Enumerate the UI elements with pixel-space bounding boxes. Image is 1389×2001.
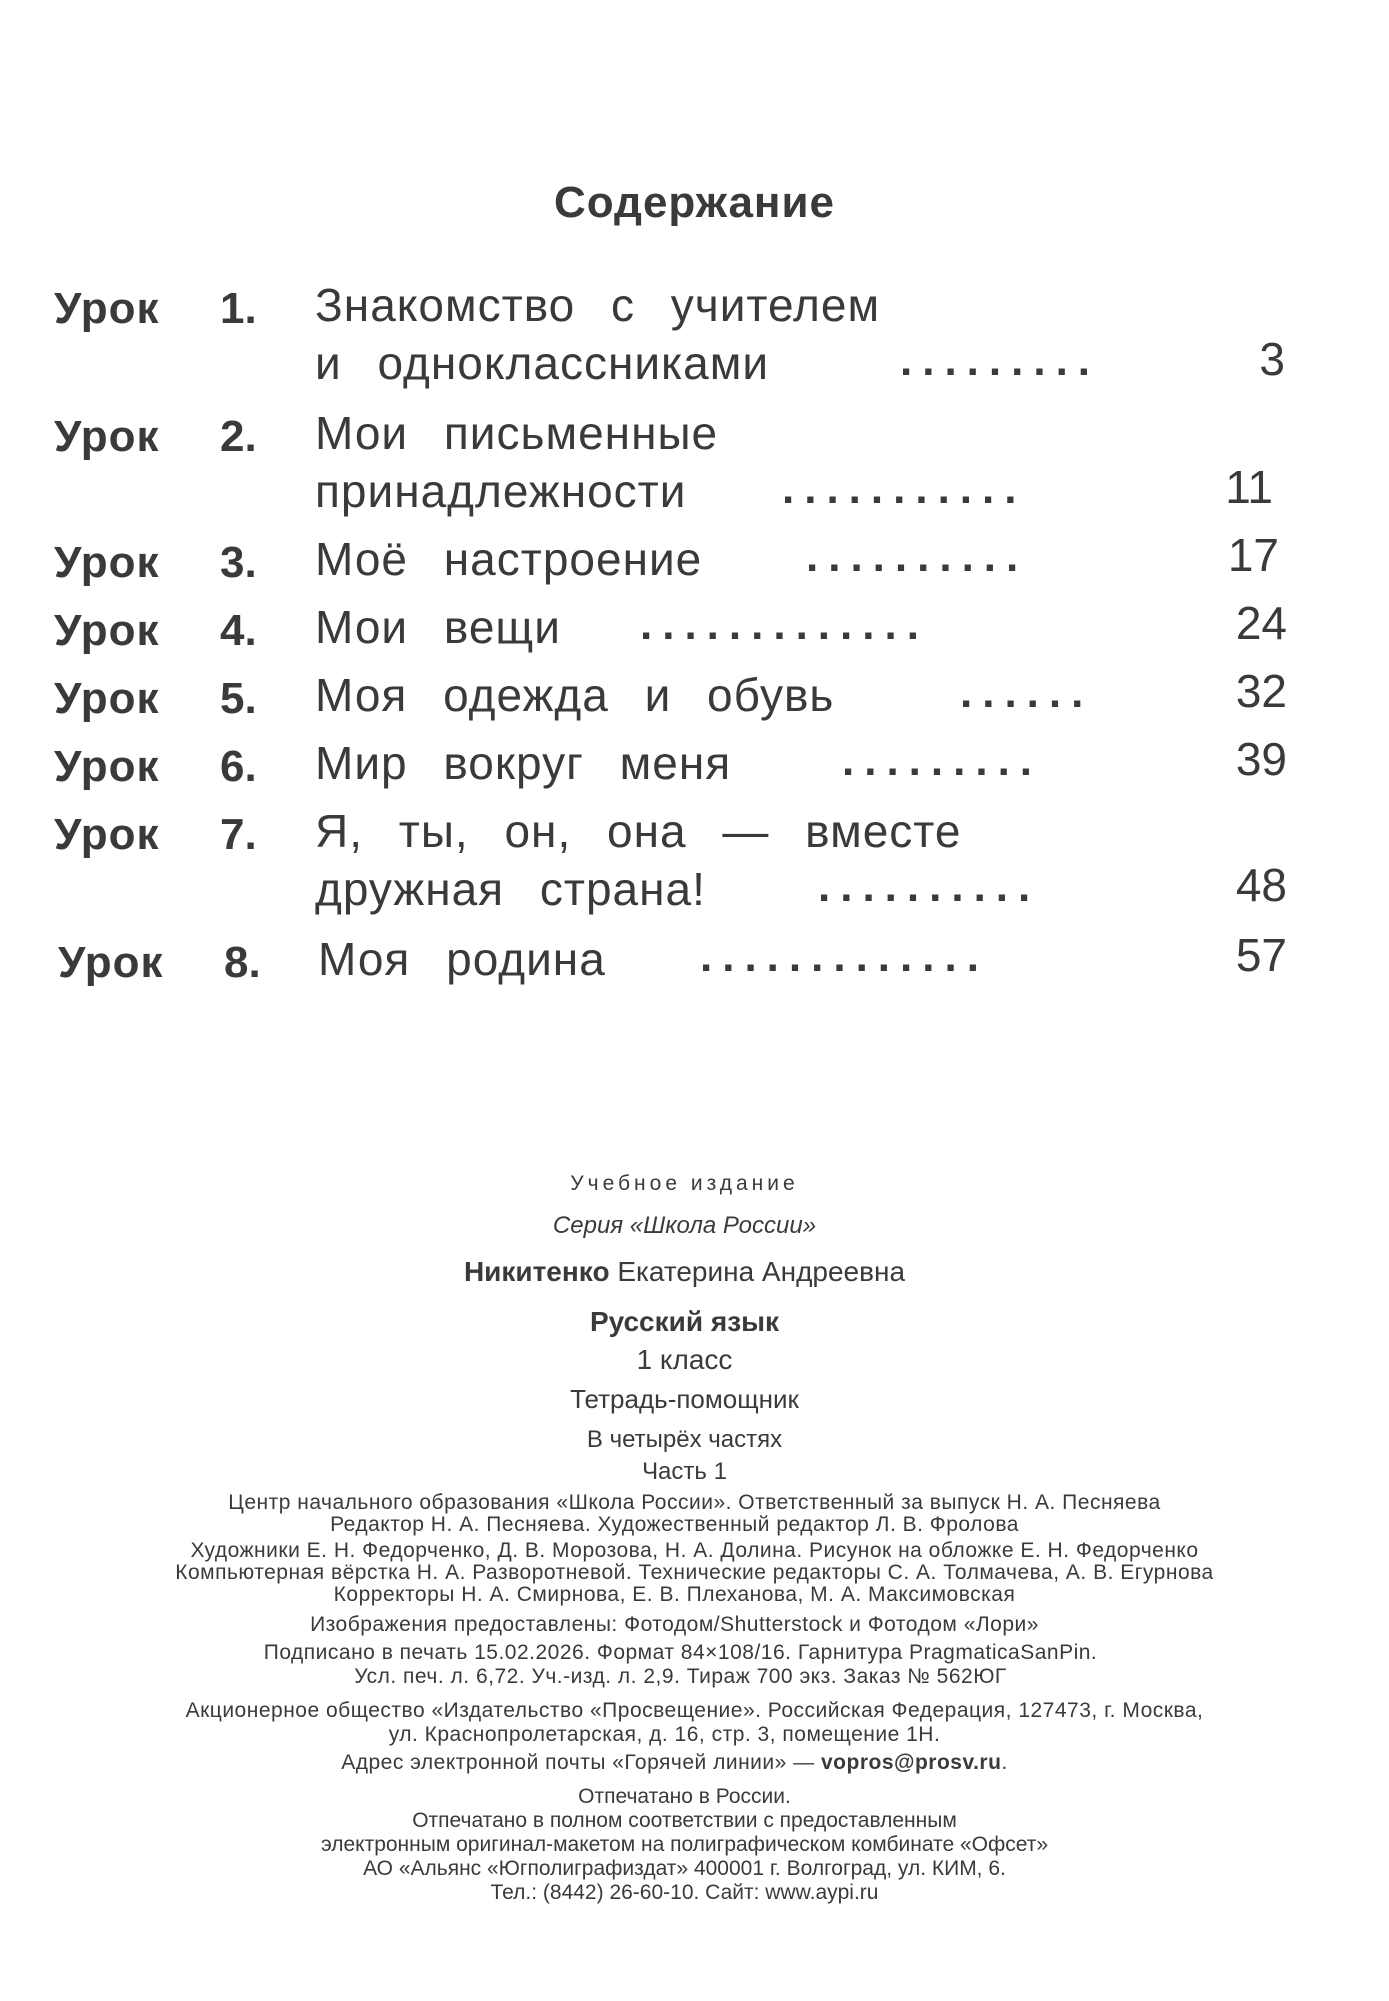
leader-dots: ............. (640, 600, 929, 649)
printed-line: Отпечатано в полном соответствии с предоставленным (412, 1809, 957, 1832)
printed-line: электронным оригинал-макетом на полиграфическом комбинате «Офсет» (320, 1833, 1049, 1856)
print-info-line: Усл. печ. л. 6,72. Уч.-изд. л. 2,9. Тираж 700 экз. Заказ № 562ЮГ (354, 1665, 1007, 1688)
series: Серия «Школа России» (552, 1212, 817, 1239)
page-number: 17 (1227, 529, 1279, 581)
lesson-label: Урок (54, 606, 160, 655)
images-credit: Изображения предоставлены: Фотодом/Shutterstock и Фотодом «Лори» (310, 1613, 1039, 1636)
lesson-title-line: Знакомство с учителем (315, 279, 881, 331)
email-prefix: Адрес электронной почты «Горячей линии» — (341, 1751, 815, 1774)
edition-type: Учебное издание (570, 1172, 799, 1195)
lesson-number: 1. (220, 284, 257, 333)
page-number: 24 (1235, 597, 1287, 649)
lesson-label: Урок (54, 538, 160, 587)
lesson-label: Урок (54, 810, 160, 859)
author-surname: Никитенко (463, 1256, 610, 1287)
print-info-line: Подписано в печать 15.02.2026. Формат 84×108/16. Гарнитура PragmaticaSanPin. (263, 1641, 1098, 1664)
lesson-title-line: Моя родина (318, 933, 606, 985)
leader-dots: .......... (806, 532, 1029, 581)
lesson-label: Урок (54, 674, 160, 723)
author (0, 1256, 1379, 1288)
page-number: 48 (1235, 859, 1287, 911)
lesson-title-line: принадлежности (315, 465, 687, 517)
parts: В четырёх частях (586, 1426, 783, 1453)
lesson-number: 7. (220, 810, 257, 859)
credits-line: Корректоры Н. А. Смирнова, Е. В. Плеханова, М. А. Максимовская (333, 1583, 1016, 1606)
printed-line: АО «Альянс «Югполиграфиздат» 400001 г. Волгоград, ул. КИМ, 6. (363, 1857, 1006, 1880)
leader-dots: ......... (842, 736, 1043, 785)
lesson-title-line: Моя одежда и обувь (315, 669, 835, 721)
printed-line: Отпечатано в России. (578, 1785, 791, 1808)
lesson-title-line: Мои письменные (315, 407, 719, 459)
lesson-label: Урок (54, 742, 160, 791)
lesson-title-line: Мир вокруг меня (315, 737, 732, 789)
author-name: Екатерина Андреевна (617, 1256, 906, 1287)
page-number: 11 (1225, 461, 1273, 513)
page-number: 32 (1235, 665, 1287, 717)
leader-dots: ......... (900, 336, 1101, 385)
leader-dots: .......... (818, 862, 1041, 911)
credits-line: Художники Е. Н. Федорченко, Д. В. Морозова, Н. А. Долина. Рисунок на обложке Е. Н. Федорченко (190, 1539, 1199, 1562)
leader-dots: ............. (700, 932, 989, 981)
publisher-line: Акционерное общество «Издательство «Просвещение». Российская Федерация, 127473, г. Москва, (185, 1699, 1204, 1722)
page-number: 39 (1235, 733, 1287, 785)
leader-dots: ........... (782, 464, 1027, 513)
lesson-number: 4. (220, 606, 257, 655)
email-suffix: . (1001, 1751, 1008, 1774)
lesson-title-line: Моё настроение (315, 533, 703, 585)
page-title: Содержание (553, 178, 836, 227)
credits-line: Редактор Н. А. Песняева. Художественный редактор Л. В. Фролова (330, 1513, 1019, 1536)
publisher-line: ул. Краснопролетарская, д. 16, стр. 3, помещение 1Н. (388, 1723, 941, 1746)
lesson-label: Урок (54, 412, 160, 461)
printed-line: Тел.: (8442) 26-60-10. Сайт: www.aypi.ru (490, 1881, 879, 1904)
lesson-number: 8. (224, 938, 261, 987)
lesson-title-line: дружная страна! (315, 863, 706, 915)
lesson-number: 2. (220, 412, 257, 461)
email-link[interactable]: vopros@prosv.ru (820, 1751, 1002, 1774)
lesson-title-line: Я, ты, он, она — вместе (315, 805, 962, 857)
lesson-number: 5. (220, 674, 257, 723)
lesson-number: 3. (220, 538, 257, 587)
lesson-label: Урок (54, 284, 160, 333)
part: Часть 1 (642, 1458, 727, 1485)
lesson-title-line: Мои вещи (315, 601, 561, 653)
grade: 1 класс (636, 1344, 733, 1375)
credits-line: Компьютерная вёрстка Н. А. Разворотневой. Технические редакторы С. А. Толмачева, А. В. Егурнова (175, 1561, 1214, 1584)
credits-line: Центр начального образования «Школа России». Ответственный за выпуск Н. А. Песняева (228, 1491, 1161, 1514)
book-title: Русский язык (589, 1306, 780, 1337)
page-number: 57 (1235, 929, 1287, 981)
book-type: Тетрадь-помощник (570, 1384, 799, 1414)
lesson-title-line: и одноклассниками (315, 337, 770, 389)
page-number: 3 (1259, 333, 1285, 385)
lesson-number: 6. (220, 742, 257, 791)
lesson-label: Урок (58, 938, 164, 987)
leader-dots: ...... (960, 668, 1094, 717)
hotline-email (0, 1752, 1369, 1773)
